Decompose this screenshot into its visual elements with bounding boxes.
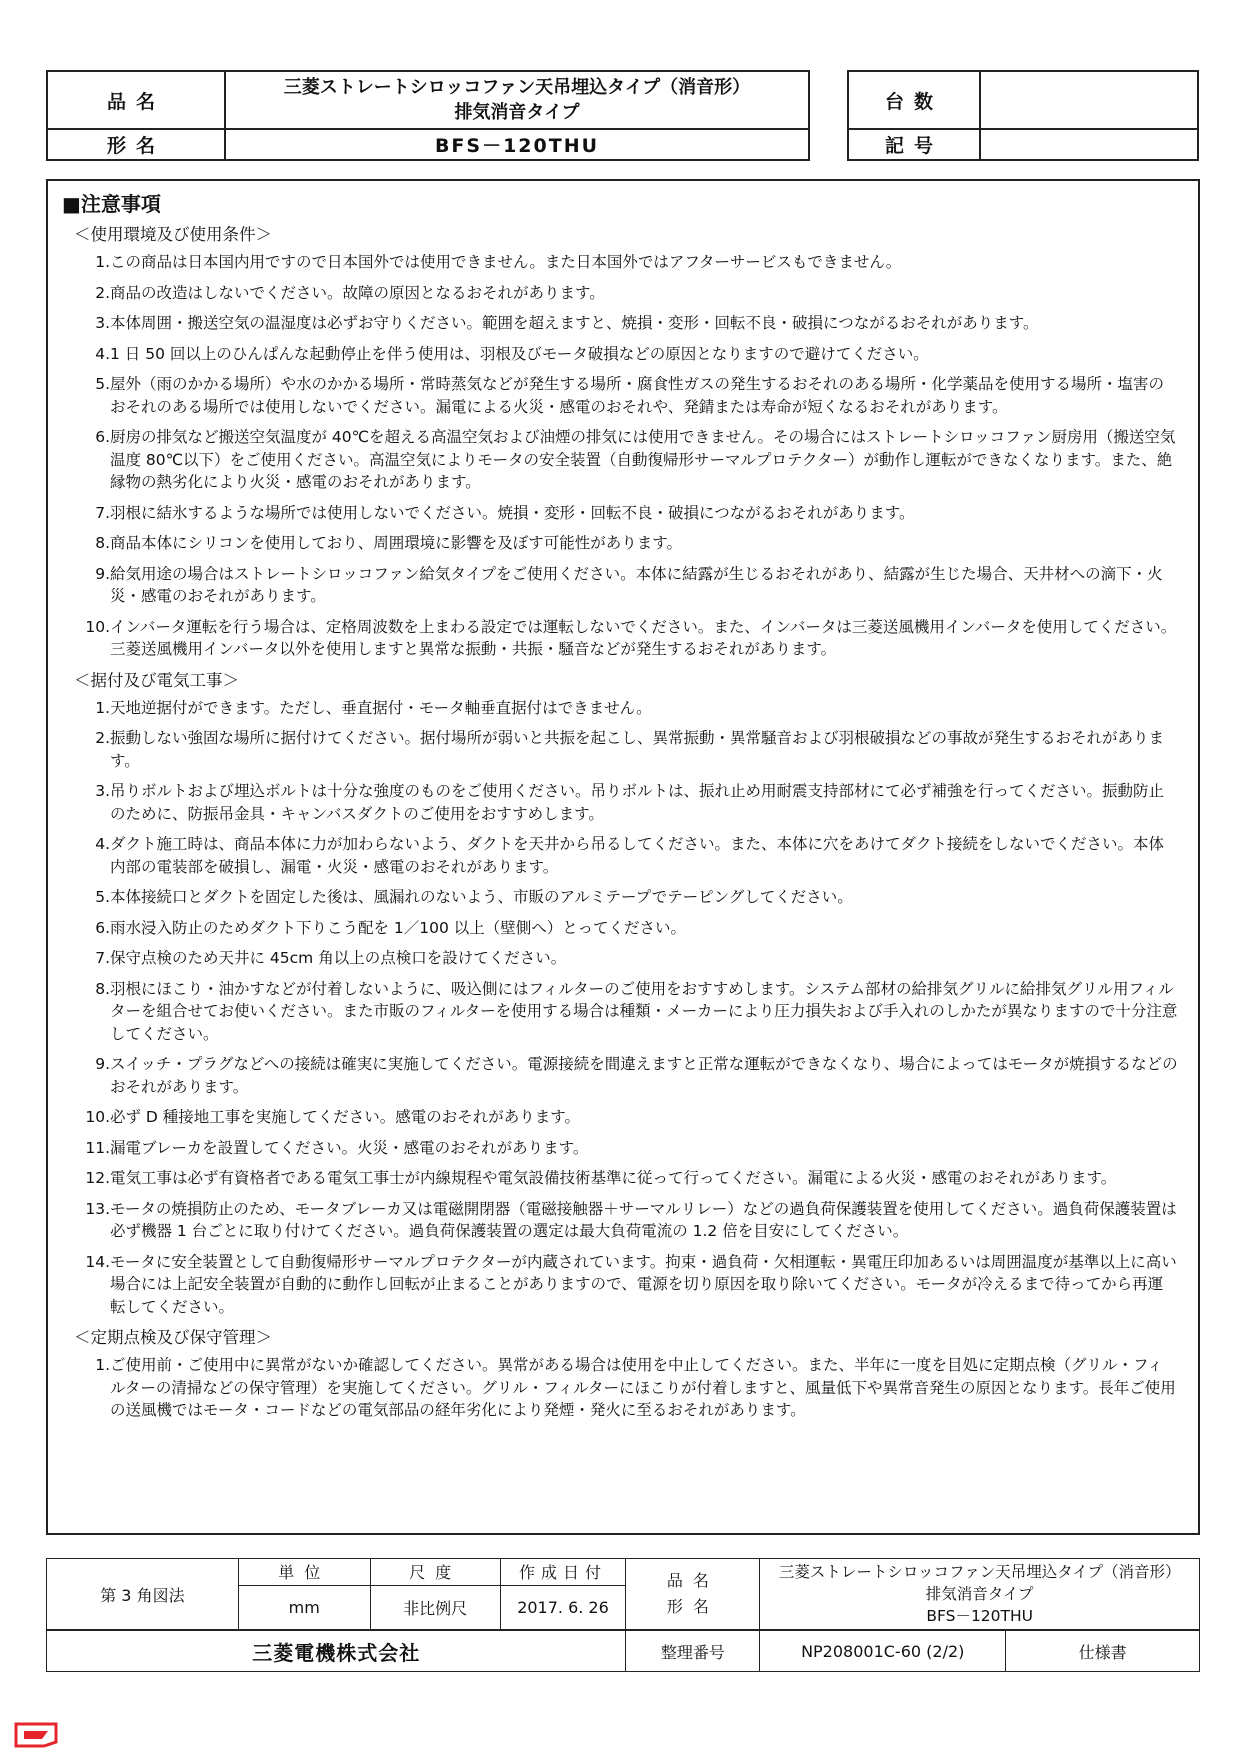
- list-item: [62, 727, 1178, 772]
- item-text: 商品の改造はしないでください。故障の原因となるおそれがあります。: [110, 283, 605, 302]
- item-number: 5.: [95, 888, 110, 906]
- item-text: 振動しない強固な場所に据付けてください。据付場所が弱いと共振を起こし、異常振動・異常騒音および羽根破損などの事故が発生するおそれがあります。: [110, 729, 1165, 770]
- list-item: [62, 1053, 1178, 1098]
- list-item: [62, 1251, 1178, 1319]
- document-type: 仕様書: [1006, 1630, 1200, 1671]
- notes-title: ■注意事項: [62, 192, 161, 216]
- item-text: インバータ運転を行う場合は、定格周波数を上まわる設定では運転しないでください。また、インバータは三菱送風機用インバータを使用してください。三菱送風機用インバータ以外を使用しますと異常な振動・共振・騒音などが発生するおそれがあります。: [110, 617, 1177, 658]
- item-number: 4.: [95, 344, 110, 363]
- item-number: 1.: [95, 698, 110, 717]
- list-item: [62, 1106, 1178, 1129]
- model-value: BFS－120THU: [225, 129, 809, 160]
- item-number: 2.: [95, 283, 110, 302]
- item-text: モータに安全装置として自動復帰形サーマルプロテクターが内蔵されています。拘束・過負荷・欠相運転・異電圧印加あるいは周囲温度が基準以上に高い場合には上記安全装置が自動的に動作し回転が止まることがありますので、電源を切り原因を取り除いてください。モータが冷えるまで待ってから再運転してください。: [110, 1252, 1177, 1316]
- product-name: 三菱ストレートシロッコファン天吊埋込タイプ（消音形） 排気消音タイプ: [225, 71, 809, 129]
- item-text: 雨水浸入防止のためダクト下りこう配を 1／100 以上（壁側へ）とってください。: [110, 918, 686, 937]
- item-text: 保守点検のため天井に 45cm 角以上の点検口を設けてください。: [110, 949, 567, 967]
- list-item: [62, 502, 1178, 525]
- notes-sections: [62, 223, 1178, 1422]
- item-number: 3.: [95, 314, 110, 332]
- header-product-table: [46, 70, 810, 161]
- unit-value: mm: [238, 1585, 370, 1630]
- scale-value: 非比例尺: [370, 1585, 500, 1630]
- company-name: 三菱電機株式会社: [47, 1630, 626, 1671]
- symbol-value: [980, 129, 1198, 160]
- list-item: [62, 426, 1178, 494]
- item-number: 9.: [95, 564, 110, 583]
- notes-box: [46, 179, 1200, 1535]
- item-text: 商品本体にシリコンを使用しており、周囲環境に影響を及ぼす可能性があります。: [110, 534, 682, 552]
- item-text: 羽根に結氷するような場所では使用しないでください。焼損・変形・回転不良・破損につながるおそれがあります。: [110, 503, 915, 522]
- product-model-labels: 品名 形名: [626, 1559, 760, 1631]
- section-title: ＜使用環境及び使用条件＞: [74, 225, 272, 244]
- date-value: 2017. 6. 26: [500, 1585, 626, 1630]
- item-number: 2.: [95, 729, 110, 747]
- control-number-value: NP208001C-60 (2/2): [760, 1630, 1006, 1671]
- list-item: [62, 917, 1178, 940]
- list-item: [62, 312, 1178, 335]
- item-text: ダクト施工時は、商品本体に力が加わらないよう、ダクトを天井から吊るしてください。また、本体に穴をあけてダクト接続をしないでください。本体内部の電装部を破損し、漏電・火災・感電のおそれがあります。: [110, 835, 1165, 876]
- item-text: モータの焼損防止のため、モータブレーカ又は電磁開閉器（電磁接触器＋サーマルリレー）などの過負荷保護装置を使用してください。過負荷保護装置は必ず機器 1 台ごとに取り付けてください。過負荷保護装置の選定は最大負荷電流の 1.2 倍を目安にしてください。: [110, 1199, 1177, 1240]
- projection-method: 第 3 角図法: [47, 1559, 239, 1631]
- item-text: 屋外（雨のかかる場所）や水のかかる場所・常時蒸気などが発生する場所・腐食性ガスの発生するおそれのある場所・化学薬品を使用する場所・塩害のおそれのある場所では使用しないでください。漏電による火災・感電のおそれや、発錆または寿命が短くなるおそれがあります。: [110, 375, 1165, 416]
- list-item: [62, 251, 1178, 274]
- item-text: ご使用前・ご使用中に異常がないか確認してください。異常がある場合は使用を中止してください。また、半年に一度を目処に定期点検（グリル・フィルターの清掃などの保守管理）を実施してください。グリル・フィルターにほこりが付着しますと、風量低下や異常音発生の原因となります。長年ご使用の送風機ではモータ・コードなどの電気部品の経年劣化により発煙・発火に至るおそれがあります。: [110, 1356, 1176, 1419]
- title-block: [46, 1558, 1200, 1672]
- item-number: 1.: [95, 1356, 110, 1374]
- list-item: [62, 616, 1178, 661]
- item-text: 本体周囲・搬送空気の温湿度は必ずお守りください。範囲を超えますと、焼損・変形・回転不良・破損につながるおそれがあります。: [110, 314, 1039, 332]
- item-text: この商品は日本国内用ですので日本国外では使用できません。また日本国外ではアフターサービスもできません。: [110, 253, 902, 271]
- list-item: [62, 343, 1178, 366]
- item-text: 漏電ブレーカを設置してください。火災・感電のおそれがあります。: [110, 1138, 589, 1157]
- control-number-label: 整理番号: [626, 1630, 760, 1671]
- item-text: 1 日 50 回以上のひんぱんな起動停止を伴う使用は、羽根及びモータ破損などの原因となりますので避けてください。: [110, 344, 929, 363]
- item-number: 9.: [95, 1055, 110, 1073]
- list-item: [62, 532, 1178, 555]
- product-model-values: 三菱ストレートシロッコファン天吊埋込タイプ（消音形） 排気消音タイプ BFS－120THU: [760, 1559, 1200, 1631]
- item-text: 本体接続口とダクトを固定した後は、風漏れのないよう、市販のアルミテープでテーピングしてください。: [110, 888, 853, 906]
- unit-label: 単位: [238, 1559, 370, 1586]
- model-label: 形名: [47, 129, 225, 160]
- item-number: 6.: [95, 428, 110, 446]
- item-number: 11.: [85, 1138, 110, 1157]
- header-quantity-table: [847, 70, 1199, 161]
- date-label: 作成日付: [500, 1559, 626, 1586]
- list-item: [62, 1354, 1178, 1422]
- item-number: 6.: [95, 918, 110, 937]
- quantity-value: [980, 71, 1198, 129]
- list-item: [62, 886, 1178, 909]
- list-item: [62, 978, 1178, 1046]
- item-number: 8.: [95, 534, 110, 552]
- list-item: [62, 697, 1178, 720]
- item-text: 羽根にほこり・油かすなどが付着しないように、吸込側にはフィルターのご使用をおすすめします。システム部材の給排気グリルに給排気グリル用フィルターを組合せてお使いください。また市販のフィルターを使用する場合は種類・メーカーにより圧力損失および手入れのしかたが異なりますので十分注意してください。: [110, 979, 1178, 1043]
- list-item: [62, 563, 1178, 608]
- item-number: 10.: [85, 1108, 110, 1126]
- list-item: [62, 373, 1178, 418]
- section-title: ＜据付及び電気工事＞: [74, 670, 239, 690]
- item-number: 7.: [95, 503, 110, 522]
- product-label: 品名: [47, 71, 225, 129]
- item-number: 14.: [85, 1252, 110, 1271]
- item-number: 10.: [85, 617, 110, 636]
- symbol-label: 記号: [848, 129, 980, 160]
- section-list: [62, 697, 1178, 1319]
- section-list: [62, 1354, 1178, 1422]
- item-text: 電気工事は必ず有資格者である電気工事士が内線規程や電気設備技術基準に従って行ってください。漏電による火災・感電のおそれがあります。: [110, 1169, 1117, 1187]
- scale-label: 尺度: [370, 1559, 500, 1586]
- item-number: 12.: [85, 1169, 110, 1187]
- item-number: 13.: [85, 1199, 110, 1218]
- list-item: [62, 1167, 1178, 1190]
- item-text: 天地逆据付ができます。ただし、垂直据付・モータ軸垂直据付はできません。: [110, 698, 652, 717]
- item-number: 8.: [95, 979, 110, 998]
- item-number: 3.: [95, 782, 110, 800]
- section-title: ＜定期点検及び保守管理＞: [74, 1328, 272, 1347]
- list-item: [62, 1198, 1178, 1243]
- quantity-label: 台数: [848, 71, 980, 129]
- list-item: [62, 1137, 1178, 1160]
- item-text: 必ず D 種接地工事を実施してください。感電のおそれがあります。: [110, 1108, 581, 1126]
- item-number: 7.: [95, 949, 110, 967]
- item-text: 吊りボルトおよび埋込ボルトは十分な強度のものをご使用ください。吊りボルトは、振れ止め用耐震支持部材にて必ず補強を行ってください。振動防止のために、防振吊金具・キャンバスダクトのご使用をおすすめします。: [110, 782, 1165, 823]
- list-item: [62, 947, 1178, 970]
- list-item: [62, 282, 1178, 305]
- section-list: [62, 251, 1178, 661]
- item-text: 給気用途の場合はストレートシロッコファン給気タイプをご使用ください。本体に結露が生じるおそれがあり、結露が生じた場合、天井材への滴下・火災・感電のおそれがあります。: [110, 564, 1163, 605]
- item-number: 4.: [95, 835, 110, 853]
- list-item: [62, 833, 1178, 878]
- list-item: [62, 780, 1178, 825]
- item-number: 5.: [95, 375, 110, 393]
- item-number: 1.: [95, 253, 110, 271]
- item-text: スイッチ・プラグなどへの接続は確実に実施してください。電源接続を間違えますと正常な運転ができなくなり、場合によってはモータが焼損するなどのおそれがあります。: [110, 1055, 1178, 1096]
- item-text: 厨房の排気など搬送空気温度が 40℃を超える高温空気および油煙の排気には使用できません。その場合にはストレートシロッコファン厨房用（搬送空気温度 80℃以下）をご使用ください。高温空気によりモータの安全装置（自動復帰形サーマルプロテクター）が動作し運転ができなくなります。また、絶縁物の熱劣化により火災・感電のおそれがあります。: [110, 428, 1176, 491]
- logo-icon: [14, 1722, 58, 1748]
